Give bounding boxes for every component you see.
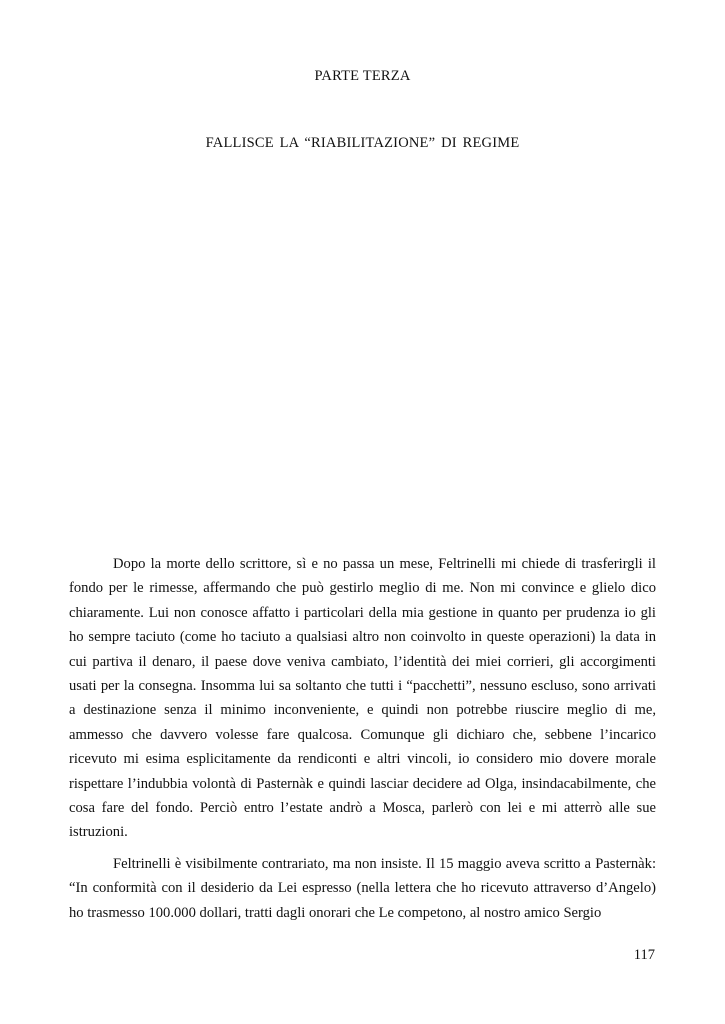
page-number: 117 <box>633 947 655 963</box>
chapter-title: FALLISCE LA “RIABILITAZIONE” DI REGIME <box>205 135 520 151</box>
body-text <box>69 552 656 925</box>
paragraph: Feltrinelli è visibilmente contrariato, ma non insiste. Il 15 maggio aveva scritto a Pasternàk: “In conformità con il desiderio da Lei espresso (nella lettera che ho ricevuto attraverso d’Angelo) ho trasmesso 100.000 dollari, tratti dagli onorari che Le competono, al nostro amico Sergio <box>69 855 656 921</box>
paragraph: Dopo la morte dello scrittore, sì e no passa un mese, Feltrinelli mi chiede di trasferirgli il fondo per le rimesse, affermando che può gestirlo meglio di me. Non mi convince e glielo dico chiaramente. Lui non conosce affatto i particolari della mia gestione in quanto per prudenza io gli ho sempre taciuto (come ho taciuto a qualsiasi altro non coinvolto in queste operazioni) la data in cui partiva il denaro, il paese dove veniva cambiato, l’identità dei miei corrieri, gli accorgimenti usati per la consegna. Insomma lui sa soltanto che tutti i “pacchetti”, nessuno escluso, sono arrivati a destinazione senza il minimo inconveniente, e quindi non potrebbe riuscire meglio di me, ammesso che davvero volesse fare qualcosa. Comunque gli dichiaro che, sebbene l’incarico ricevuto mi esima esplicitamente da rendiconti e altri vincoli, io considero mio dovere morale rispettare l’indubbia volontà di Pasternàk e quindi lasciar decidere ad Olga, insindacabilmente, che cosa fare del fondo. Perciò entro l’estate andrò a Mosca, parlerò con lei e mi atterrò alle sue istruzioni. <box>69 556 656 841</box>
part-heading: PARTE TERZA <box>314 68 411 84</box>
